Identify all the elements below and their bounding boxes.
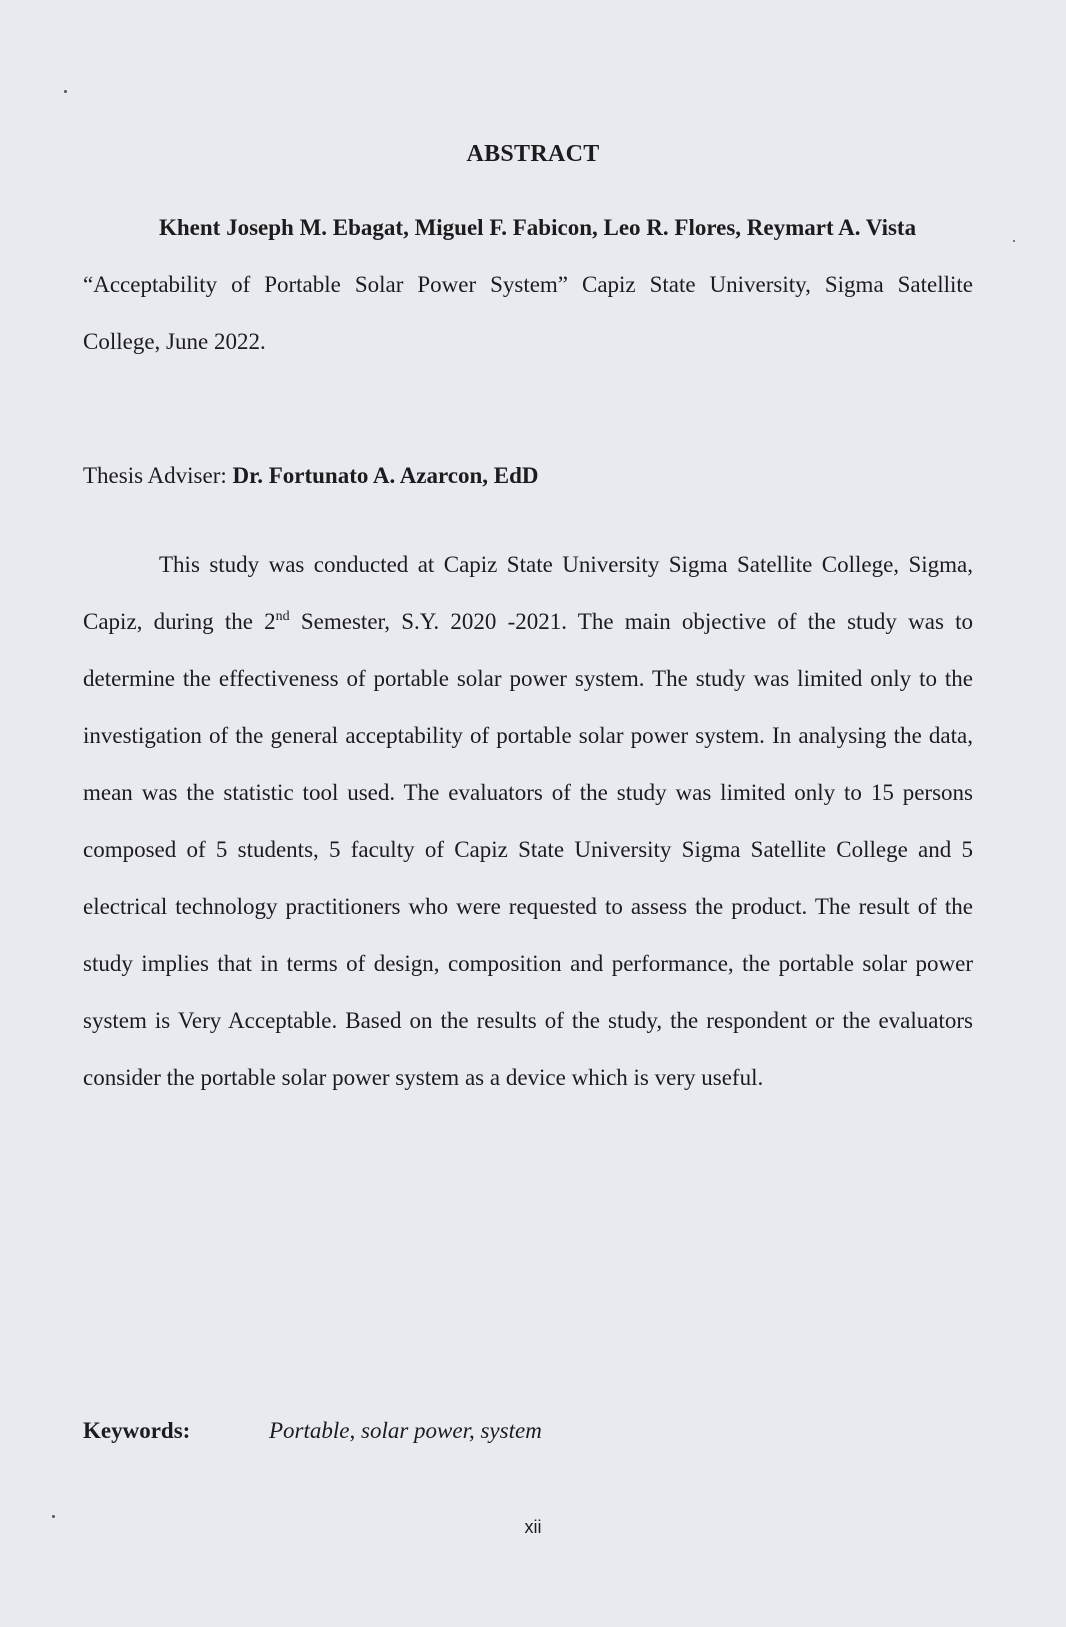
author-citation-block bbox=[83, 199, 973, 370]
scan-speck bbox=[1013, 240, 1015, 242]
adviser-label: Thesis Adviser: bbox=[83, 463, 227, 488]
scan-speck bbox=[64, 90, 67, 93]
ordinal-suffix: nd bbox=[275, 609, 290, 624]
citation: “Acceptability of Portable Solar Power System” Capiz State University, Sigma Satellite College, June 2022. bbox=[83, 272, 973, 354]
page-title: ABSTRACT bbox=[466, 141, 600, 167]
keywords-line bbox=[83, 1418, 542, 1444]
adviser-name: Dr. Fortunato A. Azarcon, EdD bbox=[232, 463, 539, 488]
abstract-text-part1: This study was conducted at Capiz State University Sigma Satellite College, Sigma, Capiz, during the 2 bbox=[83, 552, 973, 634]
abstract-text-part2: Semester, S.Y. 2020 -2021. The main objective of the study was to determine the effectiveness of portable solar power system. The study was limited only to the investigation of the general acceptability of portable solar power system. In analysing the data, mean was the statistic tool used. The evaluators of the study was limited only to 15 persons composed of 5 students, 5 faculty of Capiz State University Sigma Satellite College and 5 electrical technology practitioners who were requested to assess the product. The result of the study implies that in terms of design, composition and performance, the portable solar power system is Very Acceptable. Based on the results of the study, the respondent or the evaluators consider the portable solar power system as a device which is very useful. bbox=[83, 609, 974, 1090]
page-number: xii bbox=[524, 1517, 542, 1537]
keywords-terms: Portable, solar power, system bbox=[269, 1418, 542, 1443]
authors: Khent Joseph M. Ebagat, Miguel F. Fabicon, Leo R. Flores, Reymart A. Vista bbox=[159, 215, 917, 240]
abstract-paragraph bbox=[83, 536, 973, 1106]
thesis-adviser bbox=[83, 463, 539, 489]
keywords-label: Keywords: bbox=[83, 1418, 191, 1443]
